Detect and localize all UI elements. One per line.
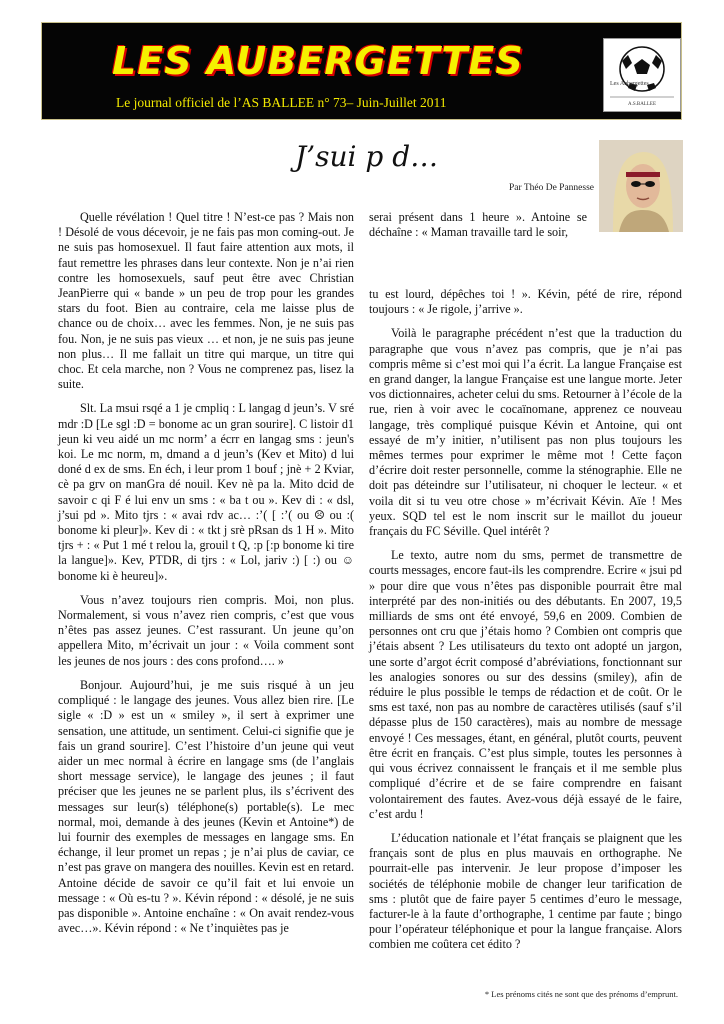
masthead-subtitle: Le journal officiel de l’AS BALLEE n° 73– Juin-Juillet 2011 [116, 95, 447, 110]
paragraph: serai présent dans 1 heure ». Antoine se déchaîne : « Maman travaille tard le soir, [369, 210, 587, 240]
paragraph: Quelle révélation ! Quel titre ! N’est-ce pas ? Mais non ! Désolé de vous décevoir, je ne fais pas mon coming-out. Je ne suis pas homosexuel. Il faut faire attention aux mots, il faut remettre les phrases dans leur contexte. Non je n’ai rien contre les homosexuels, sauf peut être avec Christian JeanPierre qui « bande » un peu de trop pour les grandes stars du foot. Bien au contraire, cela me laisse plus de chance ou de choix… avec les femmes. Non, je ne suis pas fou. Non, je ne suis pas vieux … et non, je ne suis pas jeune non plus… Il me fallait un titre qui marque, un titre qui choc. Et cela marche, non ? Vous ne comprenez pas, lisez la suite. [58, 210, 354, 392]
paragraph: tu est lourd, dépêches toi ! ». Kévin, pété de rire, répond toujours : « Je rigole, j’arrive ». [369, 287, 682, 317]
masthead-title: LES AUBERGETTES [112, 39, 524, 83]
paragraph: Bonjour. Aujourd’hui, je me suis risqué à un jeu compliqué : le langage des jeunes. Vous allez bien rire. [Le sigle « :D » est un « smiley », il sert à exprimer une sensation, une attitude, un sentiment. Celui-ci signifie que je fais un grand sourire]. C’est l’histoire d’un jeune qui veut aider un mec normal à écrire en langage sms (de l’anglais short message service), le langage des jeunes ; il faut préciser que les jeunes ne se parlent plus, ils s’écrivent des messages sur leur(s) téléphone(s) portable(s). Le mec normal, moi, demande à des jeunes (Kevin et Antoine*) de lui fournir des exemples de messages en langage sms. En échange, il leur promet un repas ; je n’ai plus de caviar, ce n’est pas grave on mangera des nouilles. Kevin est en retard. Antoine décide de savoir ce qu’il fait et lui envoie un message : « Où es-tu ? ». Kévin répond : « désolé, je ne suis pas disponible ». Antoine enchaîne : « On avait rendez-vous avec…». Kévin répond : « Ne t’inquiètes pas je [58, 677, 354, 936]
right-column-top [369, 210, 587, 249]
left-column [58, 210, 354, 945]
footnote: * Les prénoms cités ne sont que des prénoms d’emprunt. [484, 989, 678, 999]
logo-text: Les Aubergettes [610, 81, 649, 87]
paragraph: Vous n’avez toujours rien compris. Moi, non plus. Normalement, si vous n’avez rien compris, c’est que vous n’êtes pas assez jeunes. C’est rassurant. Un jeune qu’on appellera Mito, m’écrivait un jour : « Voila comment sont les jeunes de nos jours : des cons profond…. » [58, 592, 354, 668]
masthead [41, 22, 682, 120]
paragraph: Slt. La msui rsqé a 1 je cmpliq : L langag d jeun’s. V sré mdr :D [Le sgl :D = bonome ac un gran sourire]. C listoir d1 jeun ki veu aidé un mc norm’ a écrr en langag sms : jeun's koi. Le mc norm, m, dmand a d jeun’s (Kev et Mito) d lui doné d ex de sms. En éch, i leur prom 1 bouf ; jnè + 2 Kviar, cè pa grv on manGra dé nouil. Kev nè pa la. Mito dcid de savoir c qi F é lui env un sms : « ba t ou ». Kev di : « dsl, j’sui pd ». Mito tjrs : « avai rdv ac… :’( [ :’( ou ☹ ou :( bonome ki pleur]». Kev di : « tkt j srè pRsan ds 1 H ». Mito tjrs + : « Put 1 mé t relou la, grouil t Q, :p [:p bonome ki tire la langue]». Kev, PTDR, di tjrs : « Lol, jariv :) [ :) ou ☺ bonome ki è heureu]». [58, 401, 354, 583]
byline: Par Théo De Pannesse [508, 183, 594, 193]
logo-caption: A.S.BALLEE [627, 102, 657, 107]
paragraph: L’éducation nationale et l’état français se plaignent que les français sont de plus en plus mauvais en orthographe. Ne pourrait-elle pas intervenir. Je leur propose d’imposer les sociétés de téléphonie mobile de changer leur tarification de sms : plutôt que de faire payer 5 centimes d’euro le message, facturer-le à la faute d’orthographe, 1 centime par faute ; bingo pour l’opérateur téléphonique et pour la langue française. Alors combien me coûtera cet édito ? [369, 830, 682, 952]
author-portrait-icon [599, 140, 683, 232]
paragraph: Voilà le paragraphe précédent n’est que la traduction du paragraphe que vous n’avez pas compris, que je n’ai pas compris même si c’est moi qui l’a écrit. La langue Française est en grand danger, la langue Française est une langue morte. Jeter vos dictionnaires, acheter celui du sms. Retourner à l’école de la rue, rien à voir avec le cocaïnomane, apprenez ce nouveau langage, très compliqué puisque Kévin et Antoine, qui ont essayé de m’y initier, n’utilisent pas non plus toujours les mêmes termes pour exprimer le même mot ! Cette façon d’écrire doit rester personnelle, comme la sténographie. Elle ne doit pas déteindre sur l’utilisateur, ni choquer le lecteur. « et voila dit si tu veu otre chose » m’écrivait Kévin. Aïe ! Mes yeux. SQD tel est le nom inscrit sur le maillot du joueur français du FC Séville. Quel intérêt ? [369, 326, 682, 539]
article-title: J’sui p d… [295, 140, 439, 173]
soccer-ball-logo-icon [603, 38, 681, 112]
right-column [369, 287, 682, 962]
paragraph: Le texto, autre nom du sms, permet de transmettre de courts messages, encore faut-ils les comprendre. Ecrire « jsui pd » pour dire que vous n’êtes pas disponible pourrait être mal interprété par des non-initiés ou des débutants. En 2007, 19,5 milliards de sms ont été envoyé, 59,6 en 2009. Combien de personnes ont cru que j’étais homo ? Combien ont compris que j’étais absent ? Les utilisateurs du texto ont adopté un jargon, une sorte d’argot écrit composé d’abréviations, fonctionnant sur les analogies sonores ou sur des dessins (smiley), afin de réduire le plus possible le temps de rédaction et de coût. Or le sms est taxé, non pas au nombre de caractères utilisés (sauf s’il dépasse plus de 150 caractères), mais au nombre de message envoyé ! Ces messages, étant, en général, plutôt courts, peuvent être écrit en français. C’est plus simple, toutes les personnes à qui vous écrivez connaissent le français et il me semble plus compliqué d’écrire et de se faire comprendre en faisant volontairement des fautes. Avez-vous déjà essayé de le faire, c’est ardu ! [369, 548, 682, 821]
